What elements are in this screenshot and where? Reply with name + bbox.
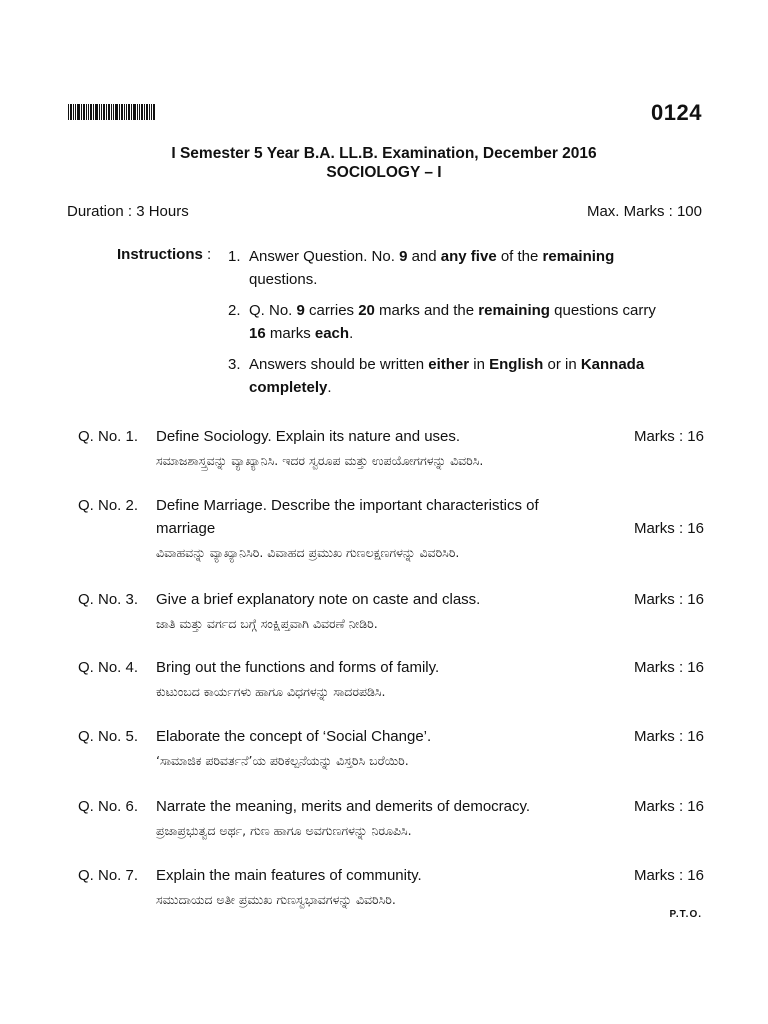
- max-marks: Max. Marks : 100: [586, 203, 702, 220]
- question-text: Explain the main features of community.: [156, 867, 422, 884]
- question-text: Bring out the functions and forms of family.: [156, 659, 440, 676]
- question-text: Define Marriage. Describe the important characteristics of marriage: [156, 497, 539, 537]
- question-item: [78, 795, 704, 840]
- paper-code: 0124: [651, 100, 702, 125]
- question-number: Q. No. 2.: [78, 497, 139, 514]
- barcode: [68, 104, 156, 120]
- question-text-kannada: ಸಮುದಾಯದ ಅತೀ ಪ್ರಮುಖ ಗುಣಸ್ವಭಾವಗಳನ್ನು ವಿವರಿಸಿರಿ.: [156, 892, 396, 907]
- question-text-kannada: ಸಮಾಜಶಾಸ್ತ್ರವನ್ನು ವ್ಯಾಖ್ಯಾನಿಸಿ. ಇದರ ಸ್ವರೂಪ ಮತ್ತು ಉಪಯೋಗಗಳನ್ನು ವಿವರಿಸಿ.: [156, 453, 484, 468]
- question-text-kannada: ಜಾತಿ ಮತ್ತು ವರ್ಗದ ಬಗ್ಗೆ ಸಂಕ್ಷಿಪ್ತವಾಗಿ ವಿವರಣೆ ನೀಡಿರಿ.: [156, 616, 378, 631]
- duration: Duration : 3 Hours: [67, 203, 189, 220]
- instruction-item: 2. Q. No. 9 carries 20 marks and the remaining questions carry 16 marks each.: [228, 302, 656, 342]
- exam-title: I Semester 5 Year B.A. LL.B. Examination, December 2016: [171, 145, 597, 162]
- question-text: Define Sociology. Explain its nature and uses.: [156, 428, 461, 445]
- question-text-kannada: ಪ್ರಜಾಪ್ರಭುತ್ವದ ಅರ್ಥ, ಗುಣ ಹಾಗೂ ಅವಗುಣಗಳನ್ನು ನಿರೂಪಿಸಿ.: [156, 823, 412, 838]
- question-item: [78, 425, 704, 470]
- instruction-item: 3. Answers should be written either in English or in Kannada completely.: [228, 356, 645, 396]
- question-marks: Marks : 16: [633, 591, 704, 608]
- instructions-label: Instructions :: [117, 246, 212, 263]
- question-text-kannada: ಕುಟುಂಬದ ಕಾರ್ಯಗಳು ಹಾಗೂ ವಿಧಗಳನ್ನು ಸಾದರಪಡಿಸಿ.: [156, 684, 386, 699]
- question-text: Give a brief explanatory note on caste and class.: [156, 591, 481, 608]
- question-marks: Marks : 16: [633, 659, 704, 676]
- question-item: [78, 588, 704, 633]
- subject-title: SOCIOLOGY – I: [326, 164, 442, 181]
- question-number: Q. No. 6.: [78, 798, 139, 815]
- pto-label: P.T.O.: [669, 909, 702, 920]
- question-text: Narrate the meaning, merits and demerits of democracy.: [156, 798, 531, 815]
- question-marks: Marks : 16: [633, 728, 704, 745]
- question-text: Elaborate the concept of ‘Social Change’.: [156, 728, 432, 745]
- question-number: Q. No. 1.: [78, 428, 139, 445]
- question-marks: Marks : 16: [633, 798, 704, 815]
- question-item: [78, 656, 704, 701]
- question-item: [78, 725, 704, 770]
- question-number: Q. No. 4.: [78, 659, 139, 676]
- instruction-item: 1. Answer Question. No. 9 and any five of the remaining questions.: [228, 248, 615, 288]
- question-number: Q. No. 3.: [78, 591, 139, 608]
- question-number: Q. No. 7.: [78, 867, 139, 884]
- question-item: [78, 864, 704, 909]
- question-marks: Marks : 16: [633, 428, 704, 445]
- question-text-kannada: ವಿವಾಹವನ್ನು ವ್ಯಾಖ್ಯಾನಿಸಿರಿ. ವಿವಾಹದ ಪ್ರಮುಖ ಗುಣಲಕ್ಷಣಗಳನ್ನು ವಿವರಿಸಿರಿ.: [156, 545, 460, 560]
- question-item: [78, 494, 704, 562]
- question-marks: Marks : 16: [633, 867, 704, 884]
- question-text-kannada: ‘ಸಾಮಾಜಿಕ ಪರಿವರ್ತನೆ’ಯ ಪರಿಕಲ್ಪನೆಯನ್ನು ವಿಸ್ತರಿಸಿ ಬರೆಯಿರಿ.: [156, 753, 409, 768]
- question-number: Q. No. 5.: [78, 728, 139, 745]
- question-marks: Marks : 16: [633, 520, 704, 537]
